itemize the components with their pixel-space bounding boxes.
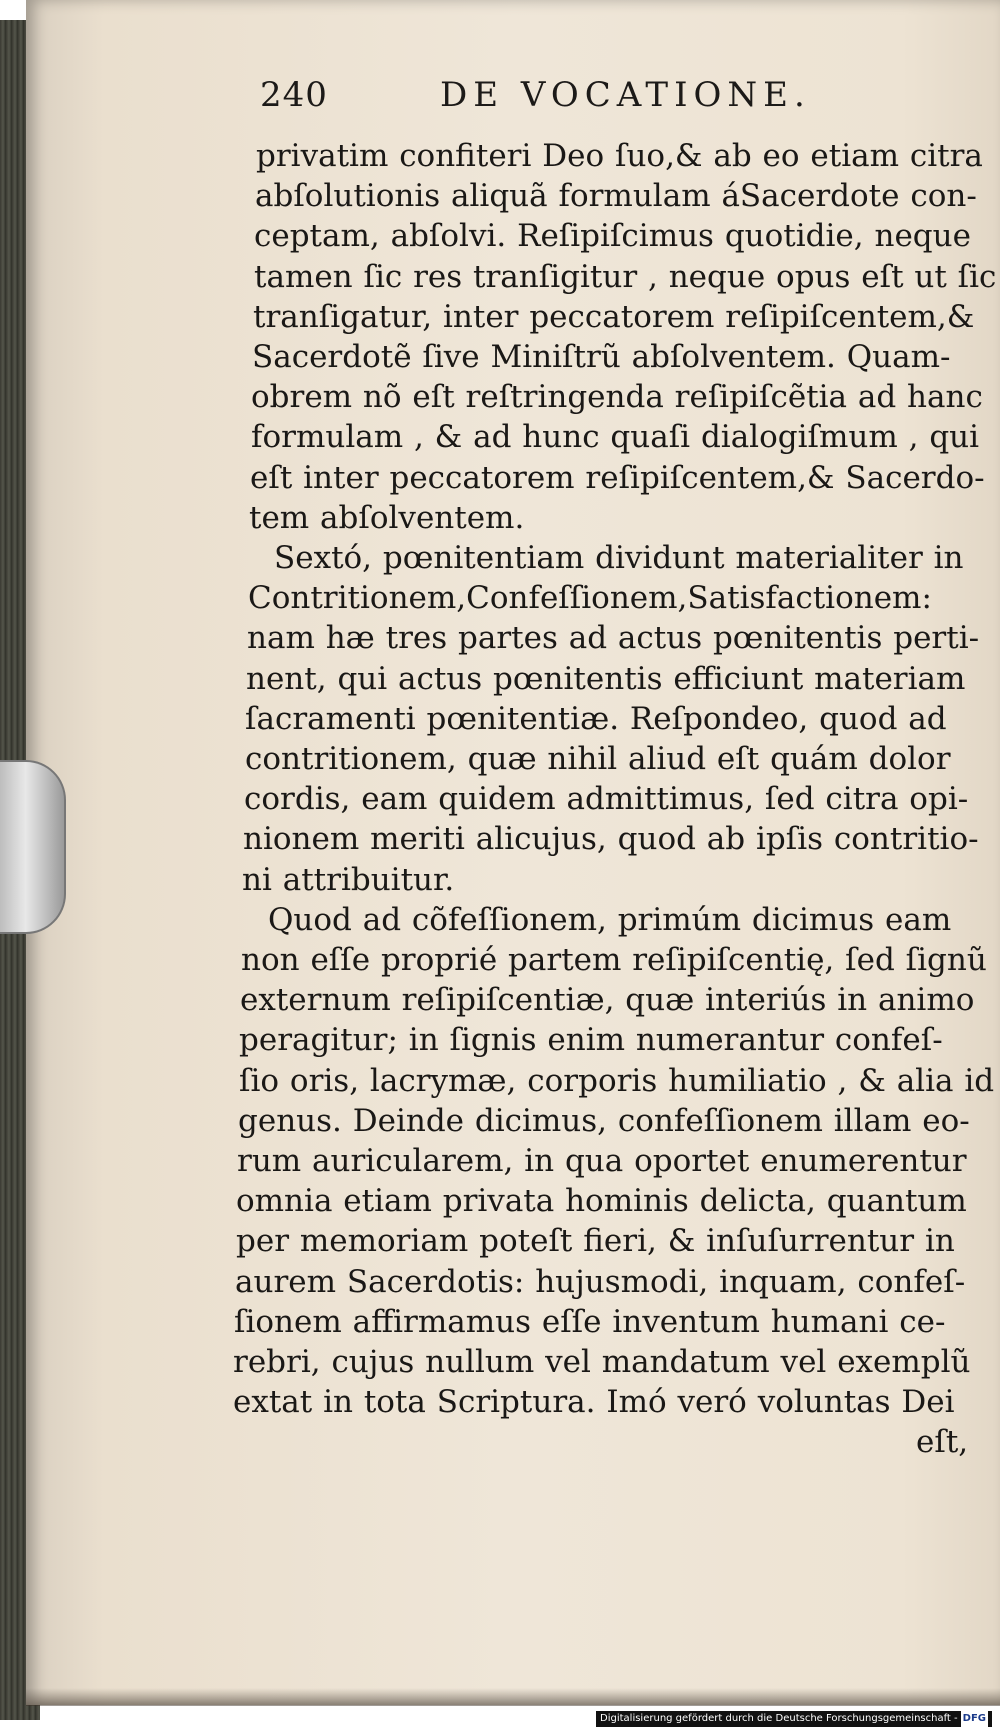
text-line: ni attribuitur. <box>242 861 455 898</box>
text-line: nent, qui actus pœnitentis efficiunt materiam <box>246 660 966 697</box>
text-line: obrem nõ eſt reſtringenda reſipiſcẽtia ad hanc <box>251 379 983 416</box>
page-number: 240 <box>260 75 328 115</box>
dfg-logo: DFG <box>961 1711 988 1727</box>
page-clip <box>0 760 66 934</box>
text-line: ceptam, abſolvi. Reſipiſcimus quotidie, neque <box>254 218 971 255</box>
text-line: extat in tota Scriptura. Imó veró voluntas Dei <box>233 1384 955 1421</box>
text-line: tranſigatur, inter peccatorem reſipiſcentem,& <box>253 298 975 335</box>
text-line: tem abſolventem. <box>249 499 525 536</box>
text-line: Contritionem,Confeſſionem,Satisfactionem: <box>248 580 932 617</box>
text-line: cordis, eam quidem admittimus, ſed citra opi- <box>244 781 969 818</box>
text-line: eſt inter peccatorem reſipiſcentem,& Sacerdo- <box>250 459 985 496</box>
text-line: Sextó, pœnitentiam dividunt materialiter in <box>274 540 964 576</box>
text-line: rebri, cujus nullum vel mandatum vel exemplũ <box>233 1344 971 1380</box>
text-line: Sacerdotẽ ſive Miniſtrũ abſolventem. Quam- <box>252 339 951 375</box>
text-line: aurem Sacerdotis: hujusmodi, inquam, confeſ- <box>235 1263 966 1300</box>
text-line: ſionem affirmamus eſſe inventum humani ce- <box>234 1303 946 1340</box>
text-line: nionem meriti alicujus, quod ab ipſis contritio- <box>243 821 979 858</box>
text-line: privatim confiteri Deo ſuo,& ab eo etiam citra <box>256 138 983 174</box>
footer-text: Digitalisierung gefördert durch die Deutsche Forschungsgemeinschaft - <box>600 1713 958 1724</box>
text-line: peragitur; in ſignis enim numerantur confeſ- <box>239 1022 943 1059</box>
text-line: ſio oris, lacrymæ, corporis humiliatio , & alia id <box>239 1062 995 1099</box>
text-line: per memoriam poteſt fieri, & inſuſurrentur in <box>236 1223 955 1260</box>
text-line: ſacramenti pœnitentiæ. Reſpondeo, quod ad <box>245 700 947 737</box>
running-title: DE VOCATIONE. <box>440 75 811 115</box>
text-line: nam hæ tres partes ad actus pœnitentis perti- <box>247 620 980 657</box>
text-line: formulam , & ad hunc quaſi dialogiſmum , qui <box>251 419 980 456</box>
text-line: tamen ſic res tranſigitur , neque opus eſt ut ſic <box>254 258 997 295</box>
text-line: omnia etiam privata hominis delicta, quantum <box>236 1183 967 1220</box>
catchword: eſt, <box>916 1424 969 1461</box>
digitization-footer <box>596 1711 992 1727</box>
text-line: rum auricularem, in qua oportet enumerentur <box>237 1143 967 1179</box>
page-header <box>260 75 860 125</box>
text-line: externum reſipiſcentiæ, quæ interiús in animo <box>240 982 975 1019</box>
text-line: genus. Deinde dicimus, confeſſionem illam eo- <box>238 1102 970 1139</box>
text-line: abſolutionis aliquã formulam áSacerdote con- <box>255 178 977 215</box>
page-bottom-shadow <box>26 1688 1000 1706</box>
text-line: non eſſe proprié partem reſipiſcentię, ſed ſignũ <box>241 942 987 978</box>
text-line: contritionem, quæ nihil aliud eſt quám dolor <box>245 741 951 777</box>
text-line: Quod ad cõfeſſionem, primúm dicimus eam <box>268 901 952 938</box>
